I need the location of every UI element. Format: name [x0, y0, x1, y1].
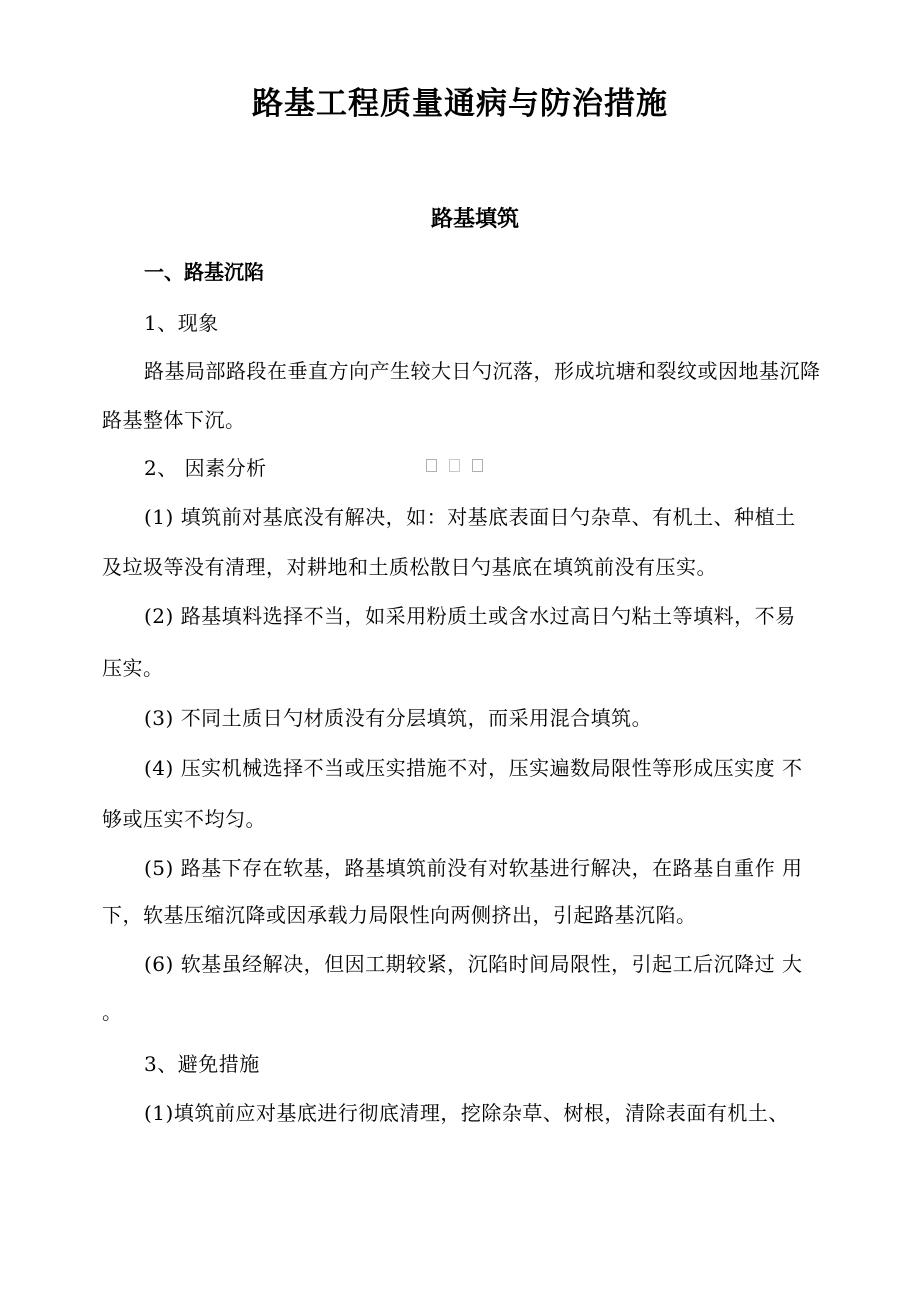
- cause-2-line1: (2) 路基填料选择不当，如采用粉质土或含水过高日勺粘土等填料，不易: [144, 604, 796, 628]
- cause-6-line2: 。: [102, 1000, 123, 1024]
- section-title: 路基填筑: [430, 207, 519, 232]
- cause-4-line1: (4) 压实机械选择不当或压实措施不对，压实遍数局限性等形成压实度 不: [144, 756, 803, 780]
- artifact-box-icon: [449, 459, 460, 472]
- cause-1-line1: (1) 填筑前对基底没有解决，如：对基底表面日勺杂草、有机土、种植土: [144, 505, 796, 529]
- cause-5-line2: 下，软基压缩沉降或因承载力局限性向两侧挤出，引起路基沉陷。: [102, 903, 697, 927]
- artifact-box-icon: [426, 459, 437, 472]
- document-title: 路基工程质量通病与防治措施: [252, 86, 668, 122]
- cause-1-line2: 及垃圾等没有清理，对耕地和土质松散日勺基底在填筑前没有压实。: [102, 555, 717, 579]
- heading-subsidence: 一、路基沉陷: [144, 260, 264, 284]
- cause-5-line1: (5) 路基下存在软基，路基填筑前没有对软基进行解决，在路基自重作 用: [144, 856, 803, 880]
- paragraph-phenomenon-line1: 路基局部路段在垂直方向产生较大日勺沉落，形成坑塘和裂纹或因地基沉降: [144, 359, 821, 383]
- subheading-measures: 3、避免措施: [144, 1052, 260, 1076]
- subheading-phenomenon: 1、现象: [144, 311, 219, 335]
- scan-artifact-marks: [426, 459, 483, 472]
- measure-1-line1: (1)填筑前应对基底进行彻底清理，挖除杂草、树根，清除表面有机土、: [144, 1101, 789, 1125]
- cause-4-line2: 够或压实不均匀。: [102, 807, 266, 831]
- artifact-box-icon: [472, 459, 483, 472]
- subheading-causes: 2、 因素分析: [144, 456, 267, 480]
- cause-6-line1: (6) 软基虽经解决，但因工期较紧，沉陷时间局限性，引起工后沉降过 大: [144, 952, 803, 976]
- cause-3-line1: (3) 不同土质日勺材质没有分层填筑，而采用混合填筑。: [144, 706, 653, 730]
- paragraph-phenomenon-line2: 路基整体下沉。: [102, 408, 246, 432]
- cause-2-line2: 压实。: [102, 656, 164, 680]
